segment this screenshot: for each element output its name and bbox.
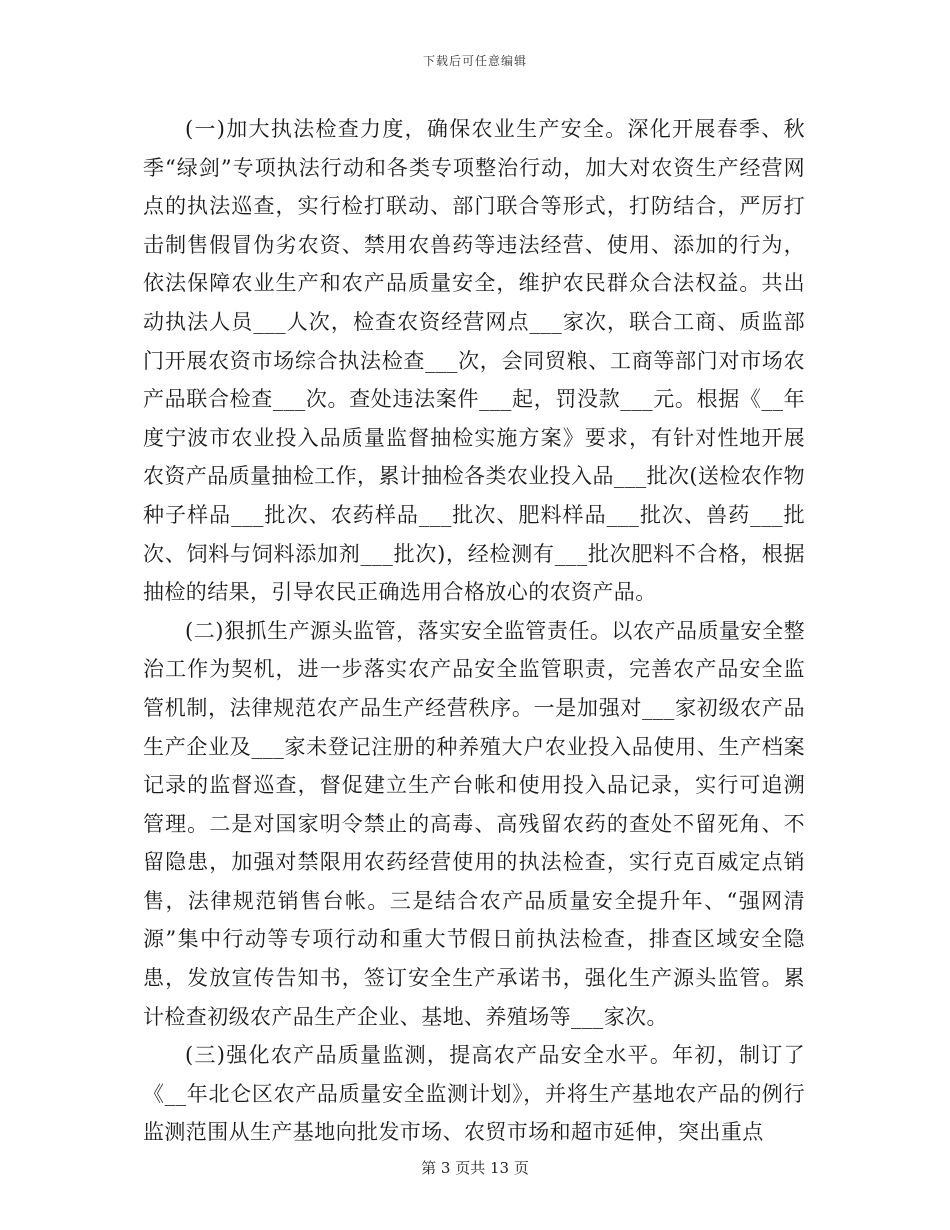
paragraph-3: (三)强化农产品质量监测，提高农产品安全水平。年初，制订了《__年北仑区农产品质量安全监测计划》，并将生产基地农产品的例行监测范围从生产基地向批发市场、农贸市场和超市延伸，突出重点 — [143, 1043, 805, 1145]
paragraph-2: (二)狠抓生产源头监管，落实安全监管责任。以农产品质量安全整治工作为契机，进一步落实农产品安全监管职责，完善农产品安全监管机制，法律规范农产品生产经营秩序。一是加强对___家初级农产品生产企业及___家未登记注册的种养殖大户农业投入品使用、生产档案记录的监督巡查，督促建立生产台帐和使用投入品记录，实行可追溯管理。二是对国家明令禁止的高毒、高残留农药的查处不留死角、不留隐患，加强对禁限用农药经营使用的执法检查，实行克百威定点销售，法律规范销售台帐。三是结合农产品质量安全提升年、“强网清源”集中行动等专项行动和重大节假日前执法检查，排查区域安全隐患，发放宣传告知书，签订安全生产承诺书，强化生产源头监管。累计检查初级农产品生产企业、基地、养殖场等___家次。 — [143, 618, 805, 1029]
document-body — [143, 110, 805, 1152]
page-header-note: 下载后可任意编辑 — [422, 54, 527, 68]
paragraph-1: (一)加大执法检查力度，确保农业生产安全。深化开展春季、秋季“绿剑”专项执法行动和各类专项整治行动，加大对农资生产经营网点的执法巡查，实行检打联动、部门联合等形式，打防结合，严厉打击制售假冒伪劣农资、禁用农兽药等违法经营、使用、添加的行为，依法保障农业生产和农产品质量安全，维护农民群众合法权益。共出动执法人员___人次，检查农资经营网点___家次，联合工商、质监部门开展农资市场综合执法检查___次，会同贸粮、工商等部门对市场农产品联合检查___次。查处违法案件___起，罚没款___元。根据《__年度宁波市农业投入品质量监督抽检实施方案》要求，有针对性地开展农资产品质量抽检工作，累计抽检各类农业投入品___批次(送检农作物种子样品___批次、农药样品___批次、肥料样品___批次、兽药___批次、饲料与饲料添加剂___批次)，经检测有___批次肥料不合格，根据抽检的结果，引导农民正确选用合格放心的农资产品。 — [143, 117, 805, 605]
page-number: 第 3 页共 13 页 — [421, 1159, 529, 1177]
